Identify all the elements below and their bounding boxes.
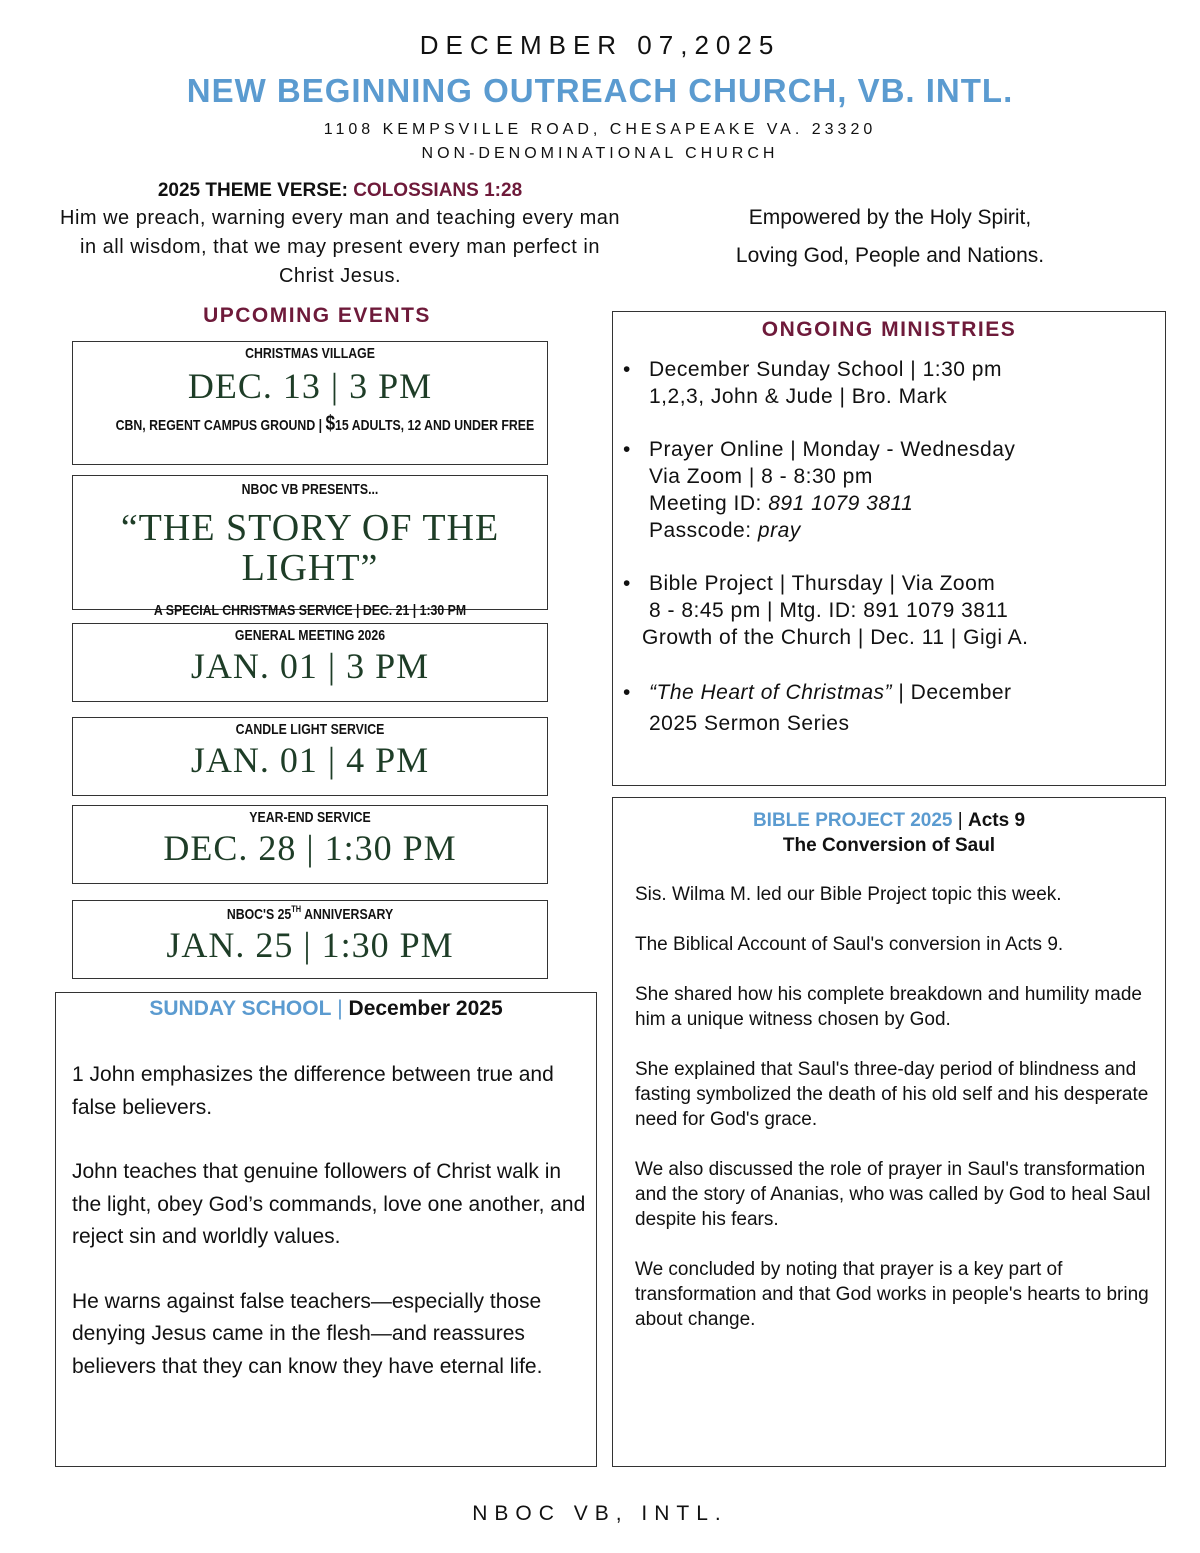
event-title-part: ANNIVERSARY: [301, 906, 394, 923]
ongoing-ministries-heading: ONGOING MINISTRIES: [761, 318, 1017, 341]
separator: |: [952, 810, 969, 831]
bulletin-date: DECEMBER 07,2025: [419, 30, 781, 60]
paragraph: She explained that Saul's three-day period of blindness and fasting symbolized the death of his old self and his desperate need for God's grace.: [635, 1059, 1149, 1130]
footer-text: NBOC VB, INTL.: [472, 1502, 728, 1525]
ministry-line: Growth of the Church | Dec. 11 | Gigi A.: [642, 626, 1029, 649]
event-title: YEAR-END SERVICE: [249, 809, 371, 826]
theme-verse-label: 2025 THEME VERSE:: [157, 180, 354, 201]
theme-verse-reference: COLOSSIANS 1:28: [353, 180, 523, 201]
event-location: CBN, REGENT CAMPUS GROUND |: [115, 417, 326, 434]
event-date: JAN. 01 | 4 PM: [190, 740, 430, 780]
ministry-item-prayer-online: [623, 436, 1165, 544]
sunday-school-box: [55, 992, 597, 1467]
meeting-id-label: Meeting ID:: [649, 492, 769, 515]
paragraph: John teaches that genuine followers of Christ walk in the light, obey God’s commands, love one another, and reject sin and worldly values.: [72, 1160, 586, 1248]
ministry-line: 2025 Sermon Series: [649, 712, 850, 735]
ongoing-ministries-box: [612, 311, 1166, 786]
ordinal-suffix: TH: [291, 904, 302, 914]
motto-line-1: Empowered by the Holy Spirit,: [748, 206, 1032, 229]
passcode-label: Passcode:: [649, 519, 758, 542]
event-title: NBOC VB PRESENTS...: [241, 481, 379, 498]
theme-verse-heading: [55, 180, 625, 202]
event-title: CHRISTMAS VILLAGE: [245, 345, 375, 362]
church-address: 1108 KEMPSVILLE ROAD, CHESAPEAKE VA. 23320: [323, 121, 877, 138]
event-date: JAN. 25 | 1:30 PM: [166, 925, 454, 965]
bullet-icon: •: [623, 438, 631, 461]
paragraph: Sis. Wilma M. led our Bible Project topic this week.: [635, 884, 1062, 905]
event-card-christmas-village: [72, 341, 548, 465]
event-card-general-meeting: [72, 623, 548, 702]
price-symbol: $: [325, 412, 336, 435]
ministry-item-bible-project: [623, 570, 1165, 651]
separator: |: [331, 997, 349, 1020]
ministry-line: 1,2,3, John & Jude | Bro. Mark: [649, 385, 948, 408]
paragraph: We also discussed the role of prayer in Saul's transformation and the story of Ananias, who was called by God to heal Saul despite his fears.: [635, 1159, 1151, 1230]
bible-project-label: BIBLE PROJECT 2025: [752, 810, 953, 831]
bullet-icon: •: [623, 358, 631, 381]
sermon-series-month: | December: [892, 681, 1012, 704]
bible-project-reference: Acts 9: [968, 810, 1026, 831]
event-title-part: NBOC'S 25: [226, 906, 292, 923]
event-card-anniversary: [72, 900, 548, 979]
church-name: NEW BEGINNING OUTREACH CHURCH, VB. INTL.: [186, 72, 1014, 109]
event-date: DEC. 13 | 3 PM: [187, 366, 433, 406]
paragraph: 1 John emphasizes the difference between true and false believers.: [72, 1063, 554, 1119]
event-date: “THE STORY OF THE LIGHT”: [120, 507, 500, 589]
motto-line-2: Loving God, People and Nations.: [735, 244, 1045, 267]
event-date: DEC. 28 | 1:30 PM: [163, 828, 457, 868]
ministries-list: [613, 356, 1165, 739]
event-date: JAN. 01 | 3 PM: [190, 646, 430, 686]
ministry-line: [649, 517, 1165, 544]
event-card-story-of-the-light: [72, 475, 548, 619]
ministry-line: [649, 677, 1165, 708]
event-card-year-end: [72, 805, 548, 884]
bible-project-subtitle: The Conversion of Saul: [782, 835, 996, 856]
sunday-school-month: December 2025: [348, 997, 503, 1020]
bullet-icon: •: [623, 681, 631, 704]
paragraph: She shared how his complete breakdown and humility made him a unique witness chosen by God.: [635, 984, 1142, 1030]
ministry-line: Via Zoom | 8 - 8:30 pm: [649, 465, 873, 488]
ministry-line: Bible Project | Thursday | Via Zoom: [649, 572, 996, 595]
bullet-icon: •: [623, 572, 631, 595]
sermon-series-title: “The Heart of Christmas”: [649, 681, 893, 704]
upcoming-events-heading: UPCOMING EVENTS: [203, 304, 431, 327]
event-title: CANDLE LIGHT SERVICE: [235, 721, 385, 738]
event-price: 15 ADULTS, 12 AND UNDER FREE: [335, 417, 535, 434]
event-title: [116, 904, 505, 923]
meeting-id-value: 891 1079 3811: [768, 492, 914, 515]
sunday-school-body: [56, 1059, 596, 1383]
ministry-line: December Sunday School | 1:30 pm: [649, 358, 1002, 381]
event-title: GENERAL MEETING 2026: [234, 627, 386, 644]
sunday-school-heading: [56, 997, 596, 1021]
ministry-item-sunday-school: [623, 356, 1165, 410]
paragraph: The Biblical Account of Saul's conversion in Acts 9.: [635, 934, 1064, 955]
event-details: [115, 412, 535, 436]
bible-project-heading: [613, 808, 1165, 858]
sunday-school-label: SUNDAY SCHOOL: [149, 997, 332, 1020]
ministry-line: 8 - 8:45 pm | Mtg. ID: 891 1079 3811: [649, 599, 1009, 622]
passcode-value: pray: [757, 519, 801, 542]
paragraph: He warns against false teachers—especially those denying Jesus came in the flesh—and reassures believers that they can know they have eternal life.: [72, 1289, 543, 1378]
denomination: NON-DENOMINATIONAL CHURCH: [421, 145, 779, 162]
theme-verse-text: Him we preach, warning every man and teaching every man in all wisdom, that we may present every man perfect in Christ Jesus.: [60, 207, 620, 287]
event-card-candle-light: [72, 717, 548, 796]
bible-project-box: [612, 797, 1166, 1467]
ministry-line: Prayer Online | Monday - Wednesday: [649, 438, 1016, 461]
church-motto: [640, 199, 1140, 275]
paragraph: We concluded by noting that prayer is a key part of transformation and that God works in people's hearts to bring about change.: [635, 1259, 1149, 1330]
ministry-item-sermon-series: [623, 677, 1165, 739]
bible-project-body: [613, 882, 1165, 1332]
theme-verse-block: [55, 180, 625, 291]
event-details: A SPECIAL CHRISTMAS SERVICE | DEC. 21 | 1:30 PM: [153, 602, 467, 619]
ministry-line: [649, 490, 1165, 517]
